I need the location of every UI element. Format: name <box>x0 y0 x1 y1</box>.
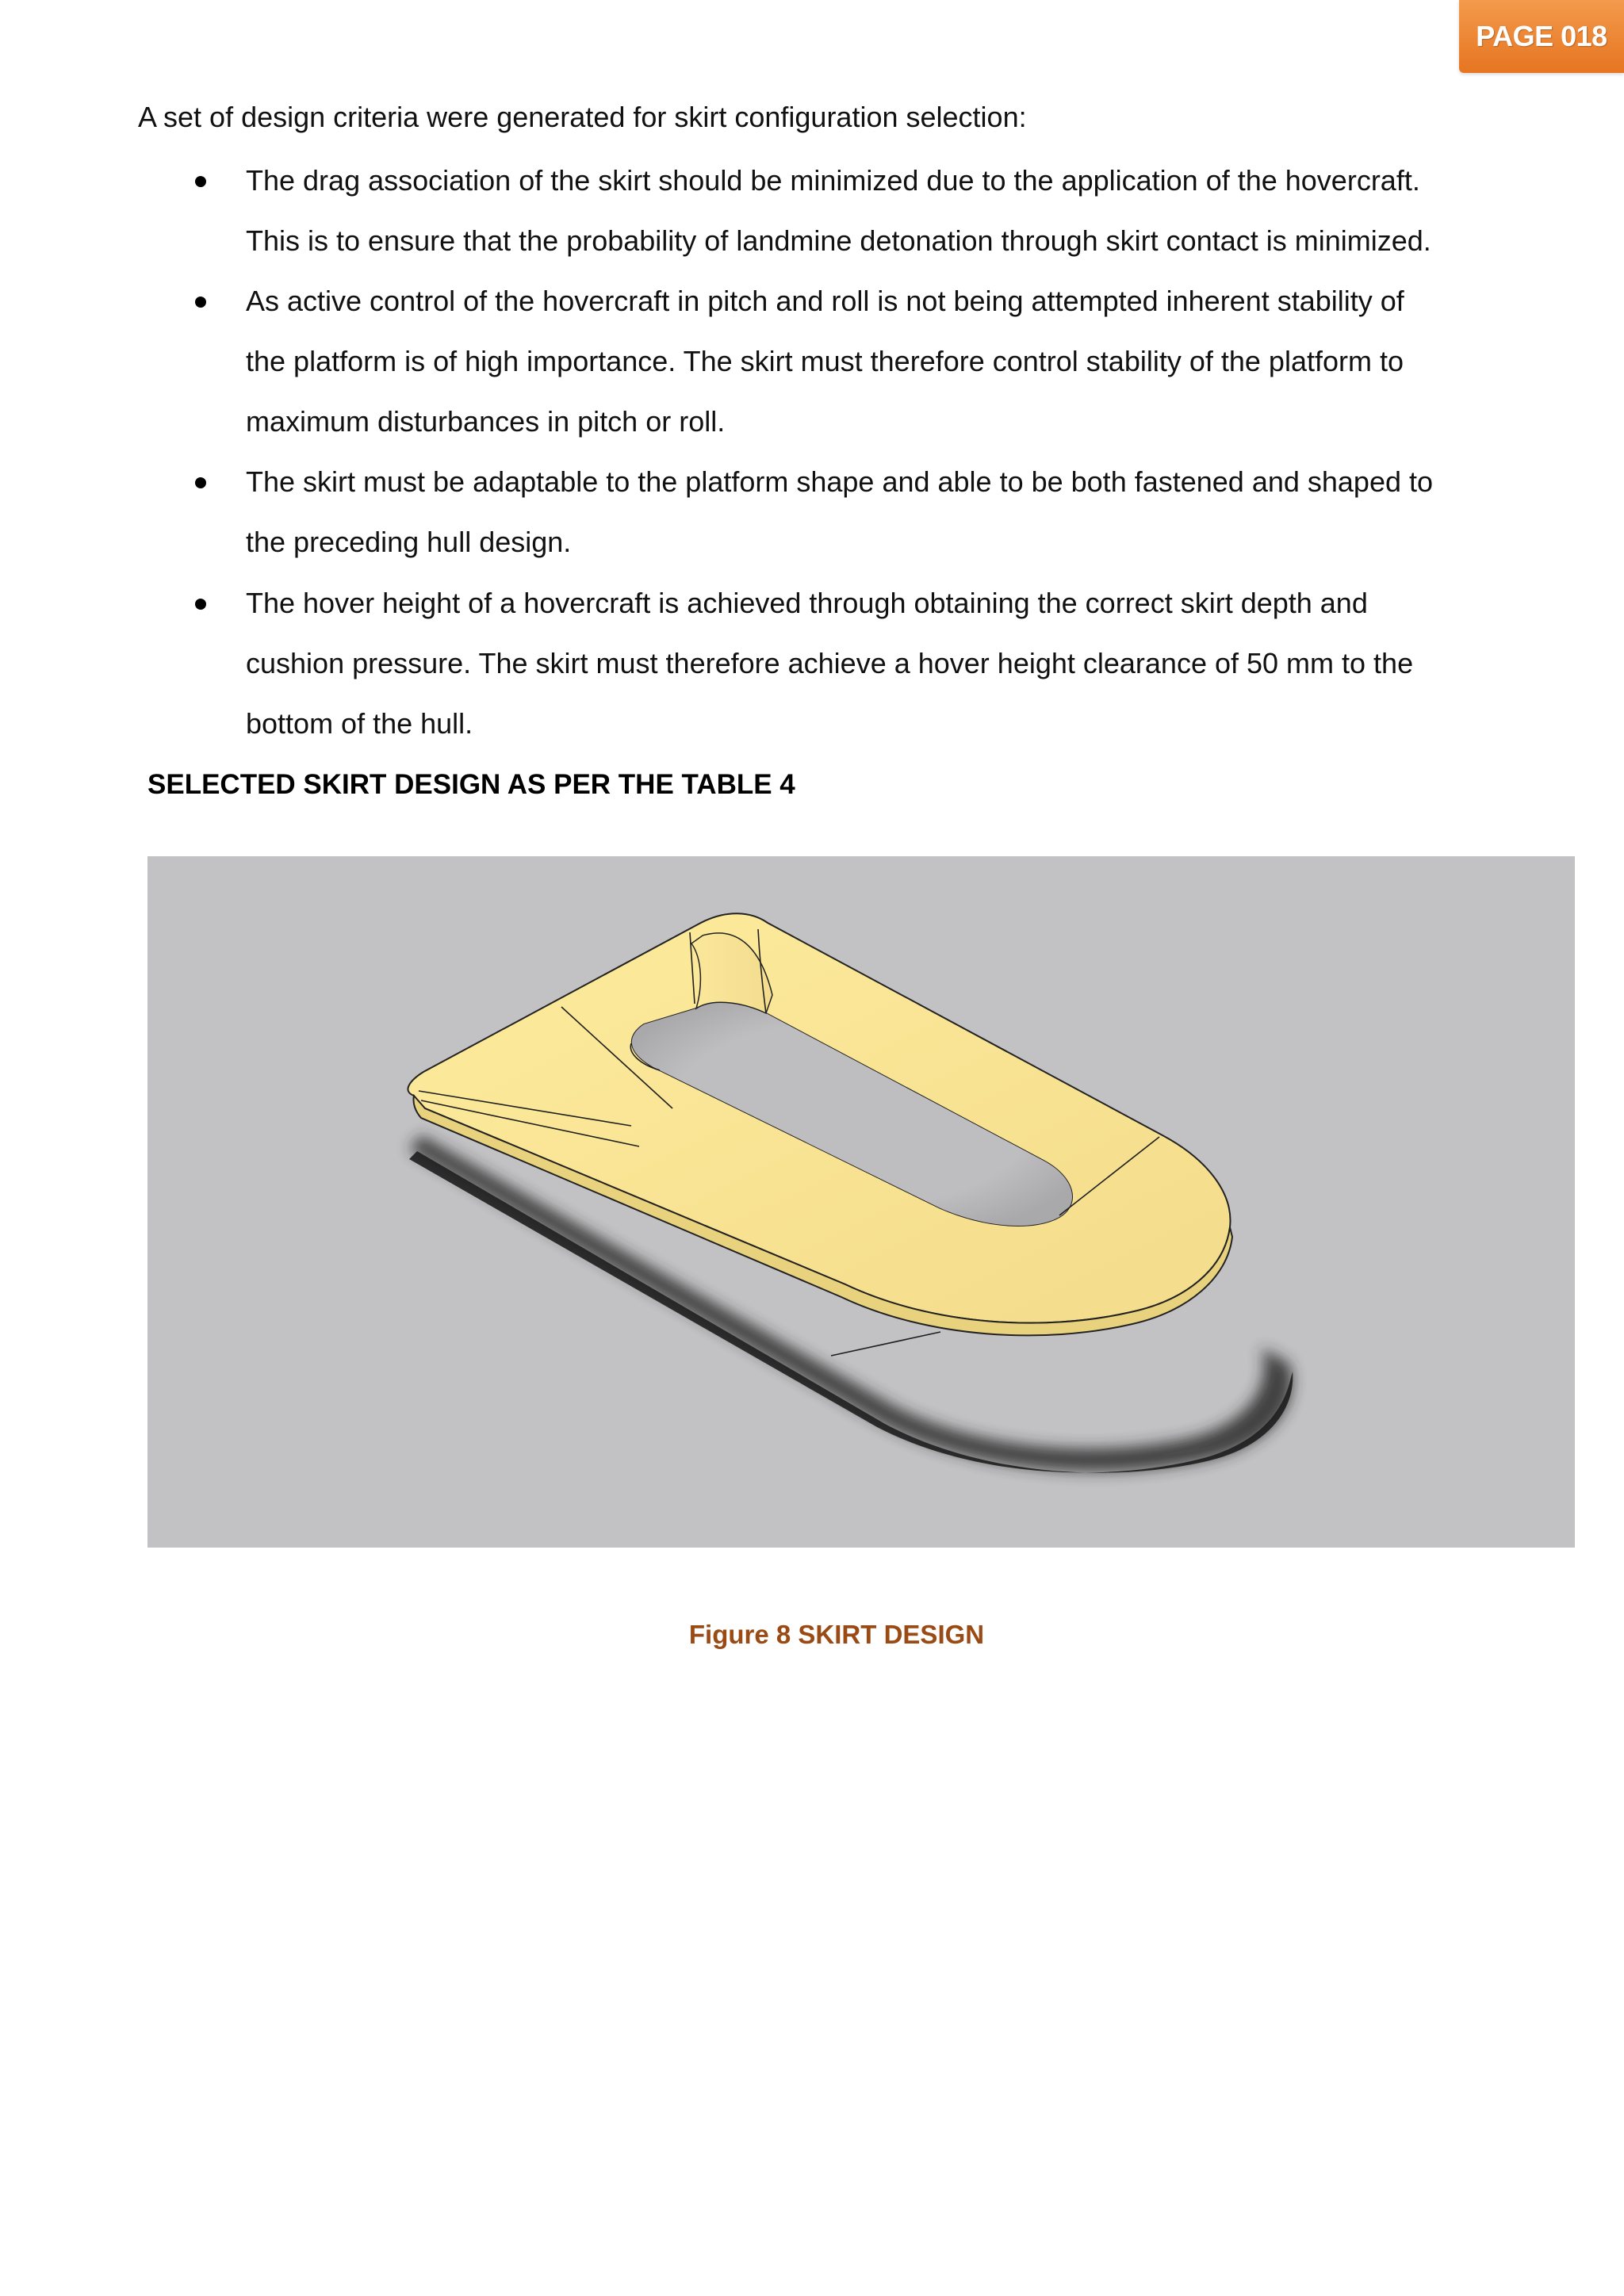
bullet-line: maximum disturbances in pitch or roll. <box>246 405 726 438</box>
bullet-line: bottom of the hull. <box>246 707 473 740</box>
bullet-line: As active control of the hovercraft in pitch and roll is not being attempted inherent stability of <box>246 285 1404 317</box>
bullet-icon <box>195 599 206 610</box>
intro-paragraph: A set of design criteria were generated for skirt configuration selection: <box>138 101 1027 133</box>
page-number-label: PAGE 018 <box>1476 20 1607 52</box>
bullet-icon <box>195 176 206 187</box>
section-heading: SELECTED SKIRT DESIGN AS PER THE TABLE 4 <box>147 769 795 800</box>
figure-caption: Figure 8 SKIRT DESIGN <box>688 1620 985 1649</box>
bullet-icon <box>195 297 206 308</box>
bullet-line: This is to ensure that the probability of landmine detonation through skirt contact is minimized. <box>246 224 1431 257</box>
skirt-render-image <box>147 856 1575 1548</box>
bullet-icon <box>195 477 206 488</box>
skirt-design-figure <box>147 856 1575 1548</box>
bullet-line: the platform is of high importance. The skirt must therefore control stability of the platform to <box>246 345 1404 377</box>
bullet-line: The hover height of a hovercraft is achieved through obtaining the correct skirt depth and <box>246 587 1368 619</box>
page-number-badge <box>1459 0 1624 73</box>
bullet-line: The drag association of the skirt should be minimized due to the application of the hovercraft. <box>246 164 1420 197</box>
bullet-line: the preceding hull design. <box>246 526 572 558</box>
bullet-line: The skirt must be adaptable to the platform shape and able to be both fastened and shaped to <box>246 465 1434 498</box>
bullet-line: cushion pressure. The skirt must therefore achieve a hover height clearance of 50 mm to the <box>246 647 1414 679</box>
